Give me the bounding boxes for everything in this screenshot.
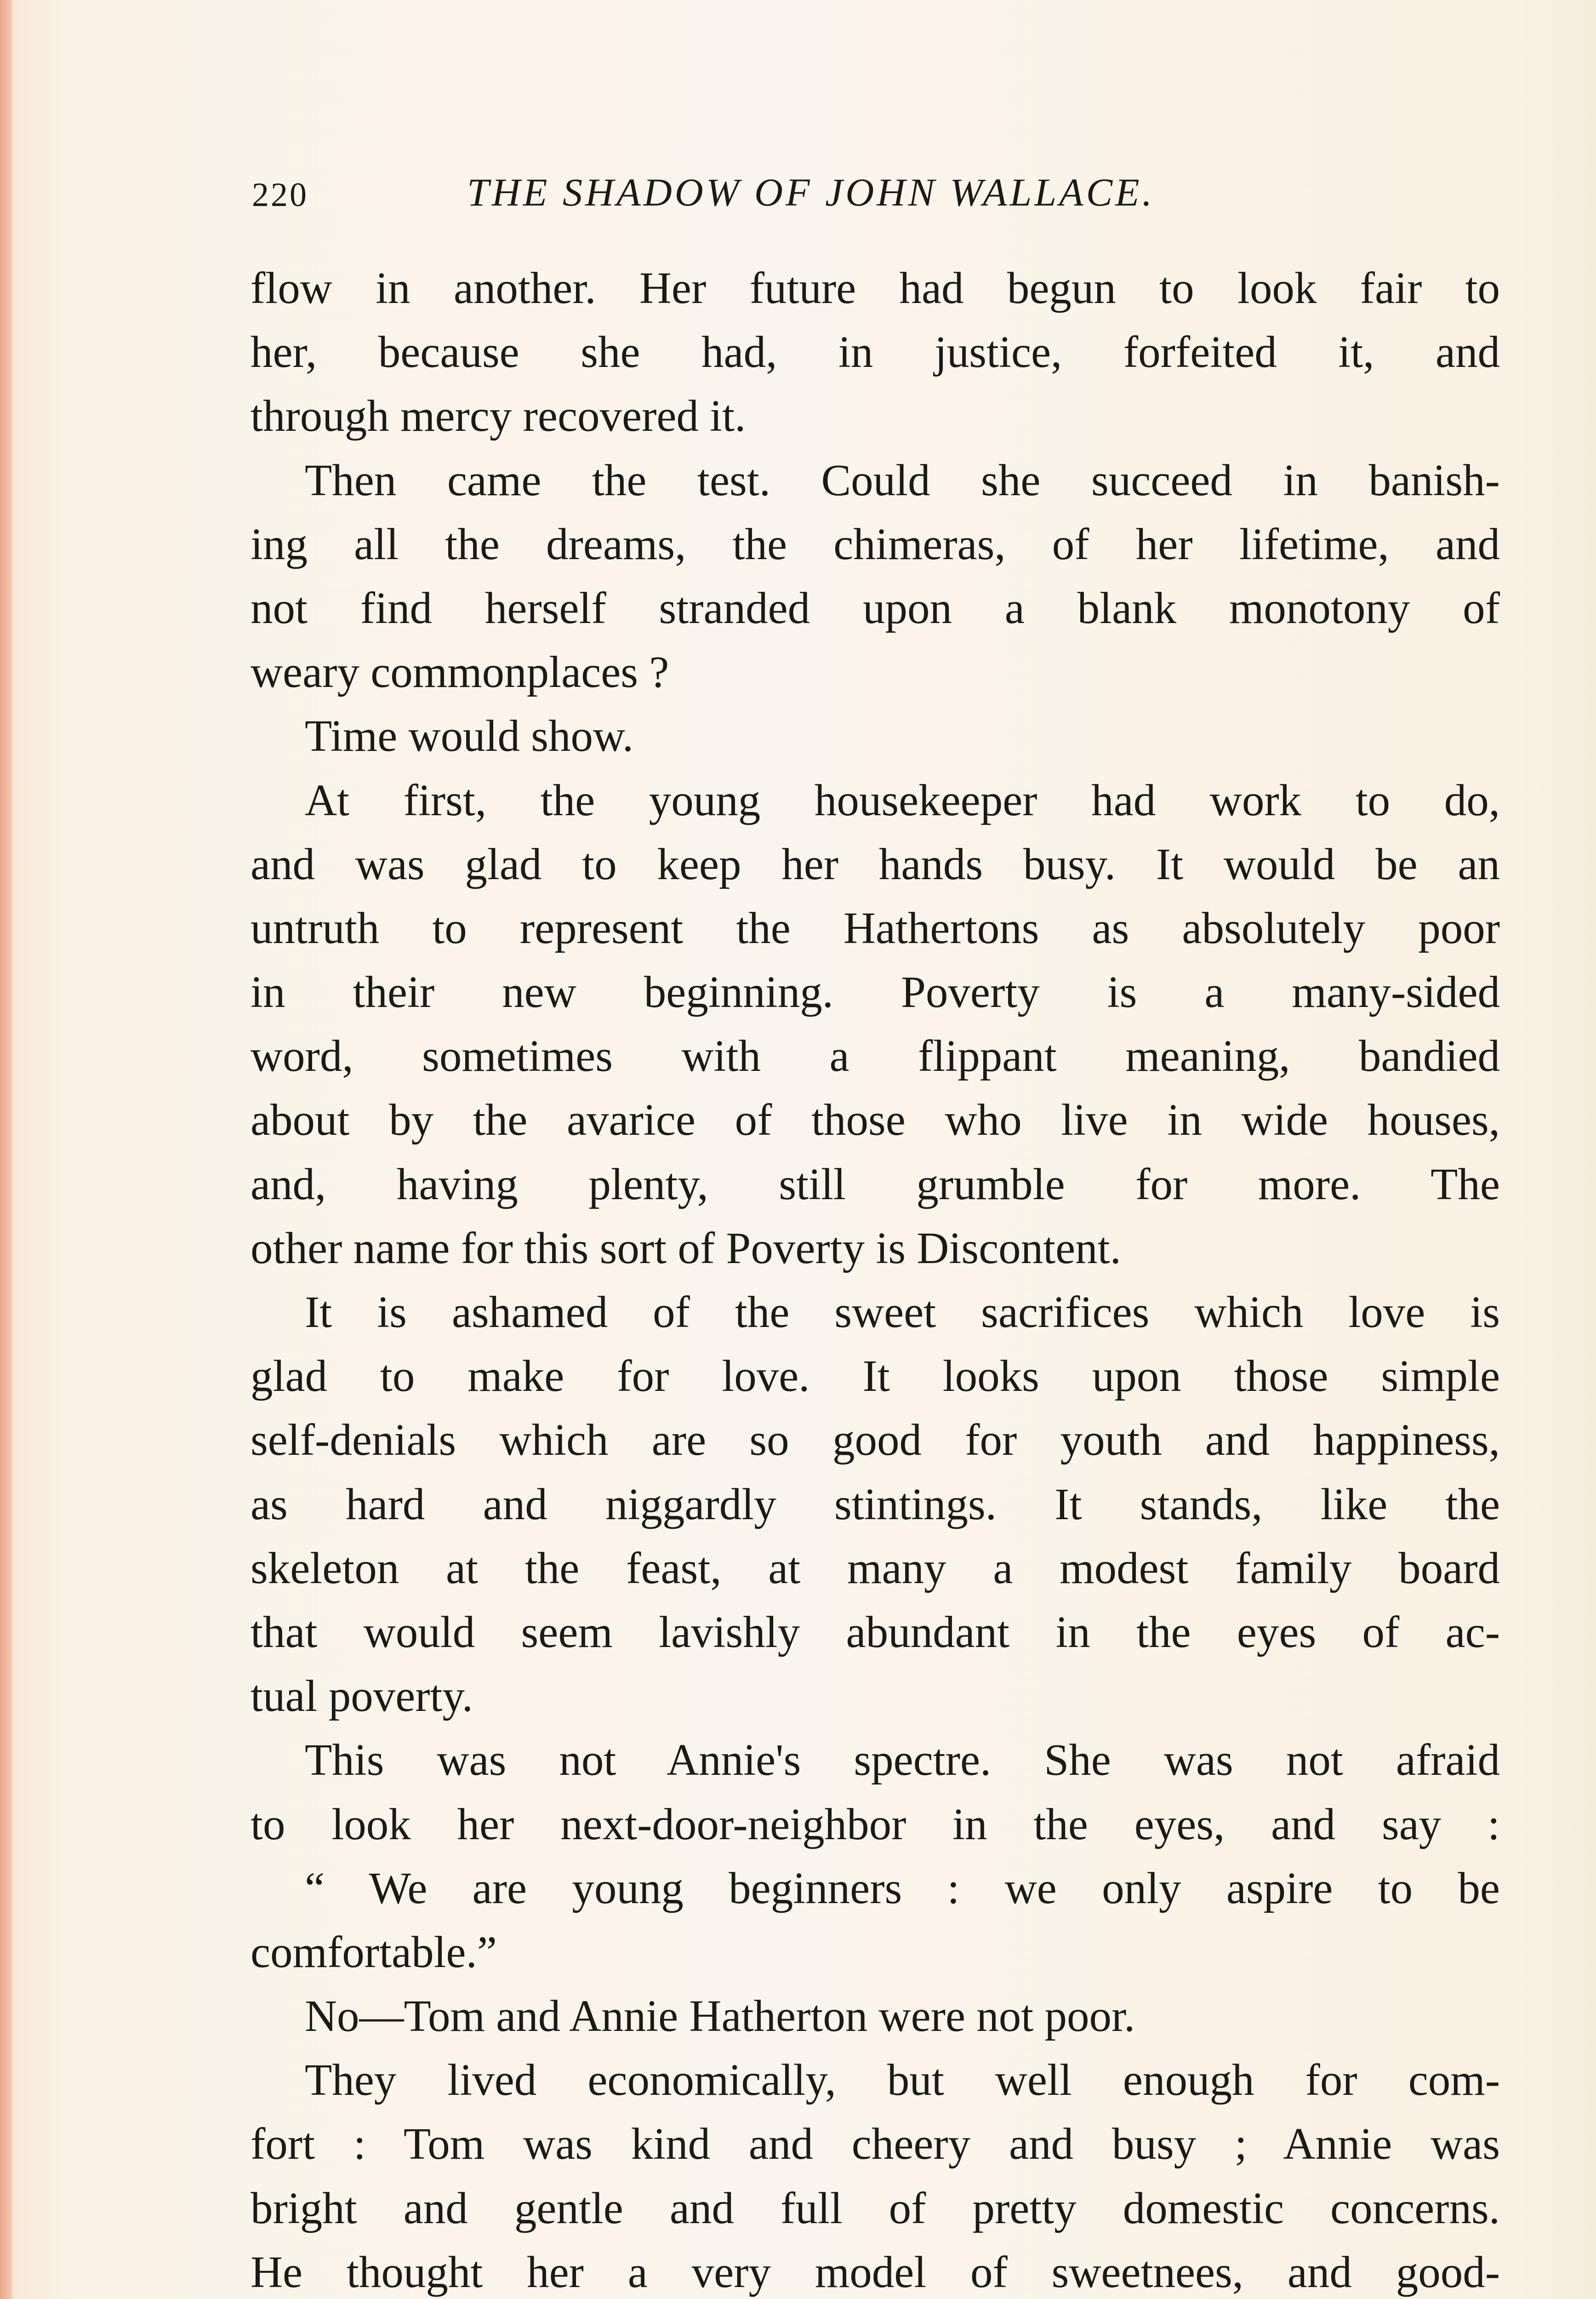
text-line: “ We are young beginners : we only aspire to be (305, 1863, 1500, 1913)
text-line: her, because she had, in justice, forfeited it, and (251, 327, 1500, 377)
text-line: skeleton at the feast, at many a modest family board (251, 1543, 1500, 1593)
text-line: and was glad to keep her hands busy. It would be an (251, 839, 1500, 889)
page-edge (0, 0, 12, 2299)
text-line: bright and gentle and full of pretty domestic concerns. (251, 2183, 1500, 2233)
text-line: tual poverty. (251, 1671, 473, 1721)
text-line: At first, the young housekeeper had work to do, (305, 775, 1500, 825)
body-text (251, 256, 1500, 2299)
page-number: 220 (252, 176, 308, 214)
text-line: glad to make for love. It looks upon those simple (251, 1351, 1500, 1401)
text-line: self-denials which are so good for youth and happiness, (251, 1415, 1500, 1465)
text-line: weary commonplaces ? (251, 647, 669, 697)
text-line: that would seem lavishly abundant in the eyes of ac- (251, 1607, 1500, 1657)
text-line: This was not Annie's spectre. She was not afraid (305, 1735, 1500, 1785)
text-line: other name for this sort of Poverty is Discontent. (251, 1223, 1121, 1273)
text-line: and, having plenty, still grumble for more. The (251, 1159, 1500, 1209)
text-line: word, sometimes with a flippant meaning, bandied (251, 1031, 1500, 1081)
text-line: Time would show. (305, 711, 634, 761)
text-line: as hard and niggardly stintings. It stands, like the (251, 1479, 1500, 1529)
text-line: flow in another. Her future had begun to look fair to (251, 263, 1500, 313)
text-line: untruth to represent the Hathertons as absolutely poor (251, 903, 1500, 953)
text-line: through mercy recovered it. (251, 391, 746, 441)
text-line: He thought her a very model of sweetnees, and good- (251, 2247, 1500, 2297)
text-line: in their new beginning. Poverty is a many-sided (251, 967, 1500, 1017)
text-line: not find herself stranded upon a blank monotony of (251, 583, 1500, 633)
text-line: comfortable.” (251, 1927, 497, 1977)
text-line: No—Tom and Annie Hatherton were not poor. (305, 1991, 1135, 2041)
text-line: to look her next-door-neighbor in the eyes, and say : (251, 1799, 1500, 1849)
running-title: THE SHADOW OF JOHN WALLACE. (467, 170, 1155, 214)
page-header (252, 169, 1269, 220)
text-line: Then came the test. Could she succeed in banish- (305, 455, 1500, 505)
text-line: It is ashamed of the sweet sacrifices which love is (305, 1287, 1500, 1337)
text-line: fort : Tom was kind and cheery and busy ; Annie was (251, 2119, 1500, 2169)
text-line: ing all the dreams, the chimeras, of her lifetime, and (251, 519, 1500, 569)
text-line: about by the avarice of those who live in wide houses, (251, 1095, 1500, 1145)
text-line: They lived economically, but well enough for com- (305, 2055, 1500, 2105)
